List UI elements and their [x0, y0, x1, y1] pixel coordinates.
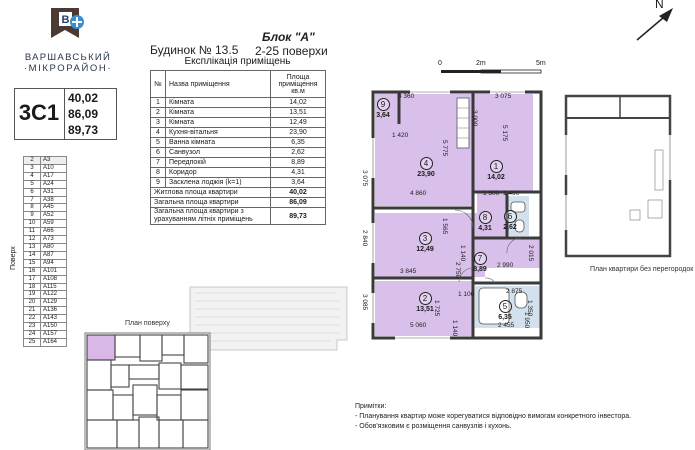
room-label-1: [482, 160, 510, 181]
apartment-number: А80: [41, 243, 67, 251]
explication-row-num: 6: [151, 148, 166, 158]
explication-row: [151, 98, 326, 108]
dimension-label: 2 840: [361, 230, 368, 247]
explication-row-name: Кімната: [166, 108, 271, 118]
apartment-number: А122: [41, 291, 67, 299]
floor-number: 15: [24, 259, 41, 267]
explication-row-num: 2: [151, 108, 166, 118]
floor-number: 16: [24, 267, 41, 275]
floor-row: [24, 157, 67, 165]
floor-number: 13: [24, 243, 41, 251]
dimension-label: 3 360: [398, 93, 415, 100]
room-area: 13,51: [416, 306, 434, 313]
explication-row-area: 4,31: [271, 168, 326, 178]
explication-row: [151, 168, 326, 178]
explication-row-area: 12,49: [271, 118, 326, 128]
code-divider: [64, 88, 65, 140]
room-label-7: [466, 252, 494, 273]
room-number-circle: 1: [490, 160, 503, 173]
floor-row: [24, 307, 67, 315]
floor-row: [24, 330, 67, 338]
room-number-circle: 3: [419, 232, 432, 245]
building-number: Будинок № 13.5: [150, 43, 239, 57]
apartment-number: А59: [41, 220, 67, 228]
total-area-value: 86,09: [68, 107, 99, 121]
explication-row-area: 8,89: [271, 158, 326, 168]
dimension-label: 1 950: [523, 312, 530, 329]
floor-number: 4: [24, 172, 41, 180]
floor-number: 11: [24, 228, 41, 236]
floor-number: 17: [24, 275, 41, 283]
floor-number: 10: [24, 220, 41, 228]
floor-plan-thumbnail: [75, 285, 355, 450]
room-label-5: [491, 300, 519, 321]
notes: [355, 402, 631, 432]
header-num: №: [151, 71, 166, 98]
explication-total-row: [151, 188, 326, 198]
dimension-label: 1 140: [459, 245, 466, 262]
floor-number: 8: [24, 204, 41, 212]
dimension-label: 3 085: [361, 294, 368, 311]
apartment-number: А129: [41, 299, 67, 307]
room-label-9: [369, 98, 397, 119]
floor-row: [24, 267, 67, 275]
dimension-label: 1 500: [483, 190, 500, 197]
floor-row: [24, 291, 67, 299]
room-number-circle: 9: [377, 98, 390, 111]
dimension-label: 3 075: [361, 170, 368, 187]
dimension-label: 1 140: [451, 320, 458, 337]
room-label-3: [411, 232, 439, 253]
room-area: 2,62: [503, 224, 517, 231]
explication-total-label: Загальна площа квартири: [151, 198, 271, 208]
explication-row-num: 9: [151, 178, 166, 188]
dimension-label: 1 100: [458, 291, 475, 298]
compass-north-label: N: [655, 0, 664, 11]
apartment-number: А115: [41, 283, 67, 291]
floor-row: [24, 299, 67, 307]
floor-number: 2: [24, 157, 41, 165]
room-area: 4,31: [478, 225, 492, 232]
floor-number: 3: [24, 164, 41, 172]
dimension-label: 5 060: [410, 322, 427, 329]
dimension-label: 1 350: [526, 300, 533, 317]
floor-number: 21: [24, 307, 41, 315]
room-number-circle: 5: [499, 300, 512, 313]
floor-list-table: [23, 156, 67, 347]
brand-name-line2: ·МІКРОРАЙОН·: [23, 63, 113, 74]
explication-row-num: 8: [151, 168, 166, 178]
explication-row-area: 23,90: [271, 128, 326, 138]
explication-row-num: 7: [151, 158, 166, 168]
dimension-label: 4 860: [410, 190, 427, 197]
explication-row: [151, 158, 326, 168]
plan-no-partitions: [560, 90, 680, 260]
apartment-number: А136: [41, 307, 67, 315]
scale-tick-2m: 2m: [476, 60, 486, 67]
scale-tick-0: 0: [438, 60, 442, 67]
scale-bar: [435, 58, 550, 80]
room-area: 14,02: [487, 174, 505, 181]
room-area: 23,90: [417, 171, 435, 178]
floor-number: 25: [24, 338, 41, 346]
apartment-number: А150: [41, 323, 67, 331]
total-summer-area-value: 89,73: [68, 123, 99, 137]
room-label-4: [412, 157, 440, 178]
dimension-label: 1 725: [433, 300, 440, 317]
explication-row-area: 3,64: [271, 178, 326, 188]
room-number-circle: 2: [419, 292, 432, 305]
floor-row: [24, 275, 67, 283]
dimension-label: 2 015: [527, 245, 534, 262]
floor-row: [24, 338, 67, 346]
explication-total-value: 86,09: [271, 198, 326, 208]
apartment-number: А10: [41, 164, 67, 172]
dimension-label: 2 875: [506, 288, 523, 295]
explication-row: [151, 108, 326, 118]
header-name: Назва приміщення: [166, 71, 271, 98]
apartment-number: А24: [41, 180, 67, 188]
room-number-circle: 4: [420, 157, 433, 170]
dimension-label: 1 565: [441, 218, 448, 235]
apartment-number: А17: [41, 172, 67, 180]
apartment-number: А45: [41, 204, 67, 212]
floor-row: [24, 236, 67, 244]
explication-header: [151, 71, 326, 98]
floor-row: [24, 188, 67, 196]
explication-row-name: Кухня-вітальня: [166, 128, 271, 138]
floor-number: 20: [24, 299, 41, 307]
room-area: 8,89: [473, 266, 487, 273]
explication-row: [151, 128, 326, 138]
floor-row: [24, 172, 67, 180]
dimension-label: 2 750: [454, 262, 461, 279]
apartment-number: А3: [41, 157, 67, 165]
explication-row-name: Коридор: [166, 168, 271, 178]
explication-total-label: Загальна площа квартири з урахуванням літніх приміщень: [151, 208, 271, 225]
floor-row: [24, 212, 67, 220]
dimension-label: 3 075: [495, 93, 512, 100]
no-partitions-caption-line: План квартири без перегородок: [590, 266, 694, 273]
explication-row-name: Санвузол: [166, 148, 271, 158]
floor-list-label: Поверх: [10, 246, 17, 270]
explication-total-label: Житлова площа квартири: [151, 188, 271, 198]
explication-row-area: 13,51: [271, 108, 326, 118]
floor-row: [24, 323, 67, 331]
floor-row: [24, 196, 67, 204]
room-label-8: [471, 211, 499, 232]
dimension-label: 3 845: [400, 268, 417, 275]
apartment-number: А31: [41, 188, 67, 196]
explication-row: [151, 148, 326, 158]
apartment-number: А94: [41, 259, 67, 267]
notes-line-1: - Планування квартир може корегуватися відповідно вимогам конкретного інвестора.: [355, 413, 632, 420]
logo-letter: В: [61, 14, 70, 26]
apartment-number: А157: [41, 330, 67, 338]
floor-row: [24, 315, 67, 323]
floor-row: [24, 243, 67, 251]
apartment-number: А73: [41, 236, 67, 244]
explication-row-name: Передпокій: [166, 158, 271, 168]
apartment-code: 3С1: [18, 100, 60, 125]
explication-row-area: 6,35: [271, 138, 326, 148]
brand-name-line1: ВАРШАВСЬКИЙ: [24, 52, 112, 63]
explication-row-name: Ванна кімната: [166, 138, 271, 148]
explication-row-num: 5: [151, 138, 166, 148]
explication-row-name: Засклена лоджія (k=1): [166, 178, 271, 188]
explication-table: [150, 70, 326, 225]
dimension-label: 3 000: [471, 110, 478, 127]
explication-row-name: Кімната: [166, 98, 271, 108]
room-number-circle: 8: [479, 211, 492, 224]
floor-row: [24, 164, 67, 172]
header-area: Площа приміщення кв.м: [271, 71, 326, 98]
explication-row-area: 14,02: [271, 98, 326, 108]
block-label: Блок "А": [262, 30, 315, 44]
apartment-number: А87: [41, 251, 67, 259]
apartment-number: А101: [41, 267, 67, 275]
apartment-number: А66: [41, 228, 67, 236]
explication-row-name: Кімната: [166, 118, 271, 128]
floor-plan-caption: План поверху: [125, 320, 170, 327]
floor-row: [24, 180, 67, 188]
notes-line-2: - Обов'язковим є розміщення санвузлів і кухонь.: [355, 423, 512, 430]
explication-total-row: [151, 208, 326, 225]
explication-row: [151, 118, 326, 128]
room-number-circle: 6: [504, 210, 517, 223]
floor-row: [24, 204, 67, 212]
floors-range: 2-25 поверхи: [255, 44, 328, 58]
room-number-circle: 7: [474, 252, 487, 265]
explication-row-area: 2,62: [271, 148, 326, 158]
dimension-label: 2 990: [497, 262, 514, 269]
floor-number: 19: [24, 291, 41, 299]
dimension-label: 5 175: [501, 125, 508, 142]
scale-tick-5m: 5m: [536, 60, 546, 67]
apartment-number: А164: [41, 338, 67, 346]
notes-title: Примітки:: [355, 403, 387, 410]
explication-total-value: 40,02: [271, 188, 326, 198]
brand-logo: [45, 4, 91, 46]
floor-number: 18: [24, 283, 41, 291]
floor-number: 23: [24, 323, 41, 331]
floor-number: 6: [24, 188, 41, 196]
living-area-value: 40,02: [68, 91, 99, 105]
room-area: 3,64: [376, 112, 390, 119]
dimension-label: 1 420: [392, 132, 409, 139]
floor-row: [24, 251, 67, 259]
dimension-label: 2 455: [498, 322, 515, 329]
floor-row: [24, 228, 67, 236]
floor-row: [24, 259, 67, 267]
explication-total-value: 89,73: [271, 208, 326, 225]
floor-number: 7: [24, 196, 41, 204]
explication-row-num: 3: [151, 118, 166, 128]
floor-row: [24, 220, 67, 228]
dimension-label: 1 460: [503, 190, 520, 197]
dimension-label: 5 775: [441, 140, 448, 157]
apartment-number: А108: [41, 275, 67, 283]
room-area: 6,35: [498, 314, 512, 321]
explication-title: Експлікація приміщень: [184, 56, 291, 67]
explication-row-num: 1: [151, 98, 166, 108]
apartment-number: А52: [41, 212, 67, 220]
floor-number: 5: [24, 180, 41, 188]
explication-row-num: 4: [151, 128, 166, 138]
floor-row: [24, 283, 67, 291]
room-label-6: [496, 210, 524, 231]
explication-row: [151, 178, 326, 188]
explication-total-row: [151, 198, 326, 208]
floor-number: 22: [24, 315, 41, 323]
floor-number: 9: [24, 212, 41, 220]
floor-number: 12: [24, 236, 41, 244]
apartment-number: А143: [41, 315, 67, 323]
floor-number: 14: [24, 251, 41, 259]
explication-row: [151, 138, 326, 148]
floor-number: 24: [24, 330, 41, 338]
room-area: 12,49: [416, 246, 434, 253]
apartment-number: А38: [41, 196, 67, 204]
